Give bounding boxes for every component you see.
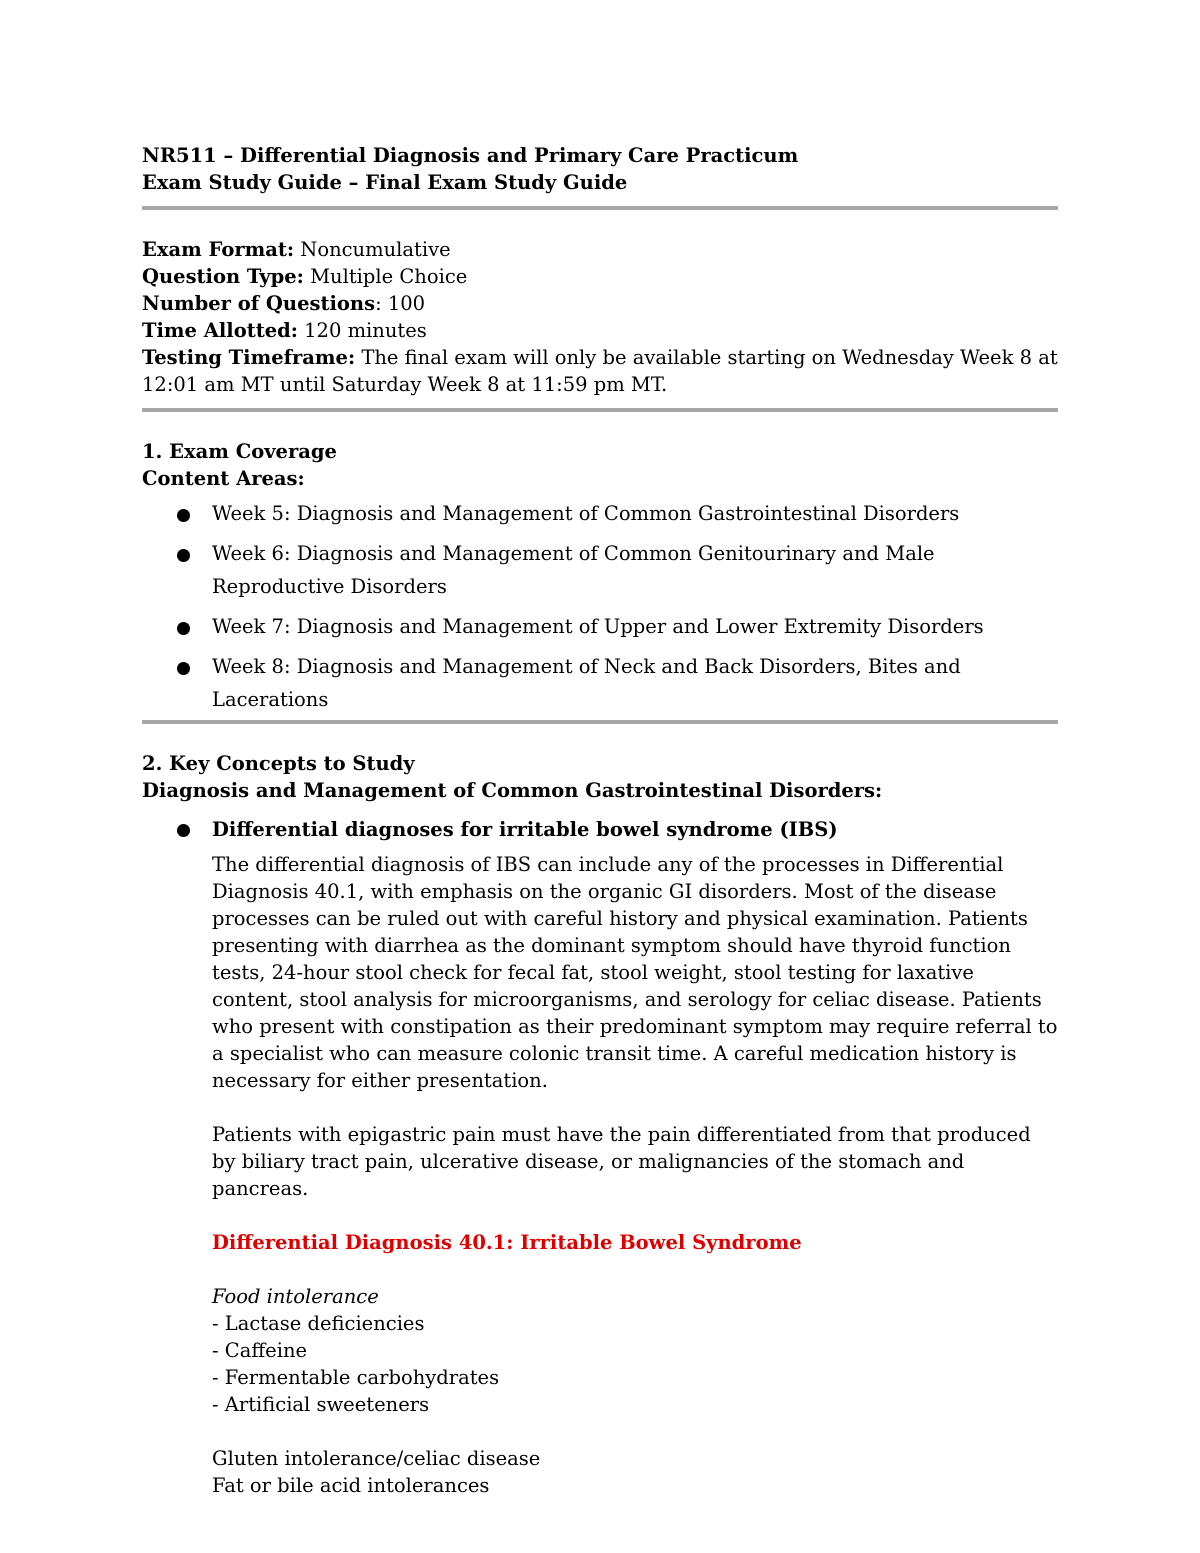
question-type-line [142, 263, 1058, 290]
ibs-paragraph-2: Patients with epigastric pain must have the pain differentiated from that produced by biliary tract pain, ulcerative disease, or malignancies of the stomach and pancreas. [212, 1123, 1031, 1200]
time-allotted-value: 120 minutes [297, 319, 427, 342]
testing-timeframe-label: Testing Timeframe: [142, 346, 356, 369]
course-title: NR511 – Differential Diagnosis and Primary Care Practicum [142, 144, 799, 167]
list-item: - Lactase deficiencies [212, 1312, 425, 1335]
testing-timeframe-line [142, 344, 1058, 398]
list-item: Week 7: Diagnosis and Management of Upper and Lower Extremity Disorders [142, 610, 1058, 643]
gi-disorders-subheading: Diagnosis and Management of Common Gastrointestinal Disorders: [142, 779, 883, 802]
list-item: - Fermentable carbohydrates [212, 1366, 500, 1389]
exam-format-line [142, 236, 1058, 263]
ibs-paragraph-1: The differential diagnosis of IBS can include any of the processes in Differential Diagnosis 40.1, with emphasis on the organic GI disorders. Most of the disease processes can be ruled out with careful history and physical examination. Patients presenting with diarrhea as the dominant symptom should have thyroid function tests, 24-hour stool check for fecal fat, stool weight, stool testing for laxative content, stool analysis for microorganisms, and serology for celiac disease. Patients who present with constipation as their predominant symptom may require referral to a specialist who can measure colonic transit time. A careful medication history is necessary for either presentation. [212, 853, 1058, 1092]
bullet-icon [177, 549, 190, 562]
exam-format-value: Noncumulative [294, 238, 451, 261]
bullet-icon [177, 509, 190, 522]
document-page [142, 142, 1058, 1499]
ibs-title: Differential diagnoses for irritable bowel syndrome (IBS) [212, 818, 838, 841]
bullet-icon [177, 662, 190, 675]
bullet-icon [177, 622, 190, 635]
list-item: - Caffeine [212, 1339, 308, 1362]
list-item: - Artificial sweeteners [212, 1393, 430, 1416]
guide-title: Exam Study Guide – Final Exam Study Guide [142, 171, 628, 194]
content-areas-subheading: Content Areas: [142, 467, 305, 490]
num-questions-line [142, 290, 1058, 317]
num-questions-value: : 100 [375, 292, 426, 315]
time-allotted-line [142, 317, 1058, 344]
food-intolerance-label: Food intolerance [212, 1285, 379, 1308]
dd-heading: Differential Diagnosis 40.1: Irritable Bowel Syndrome [212, 1231, 802, 1254]
question-type-label: Question Type: [142, 265, 304, 288]
gluten-intolerance-text: Gluten intolerance/celiac disease [212, 1447, 541, 1470]
exam-format-label: Exam Format: [142, 238, 295, 261]
num-questions-label: Number of Questions [142, 292, 376, 315]
bullet-icon [177, 824, 190, 837]
ibs-section [142, 816, 1058, 1499]
list-item: Week 6: Diagnosis and Management of Common Genitourinary and Male Reproductive Disorders [142, 537, 1058, 603]
coverage-heading: 1. Exam Coverage [142, 440, 337, 463]
time-allotted-label: Time Allotted: [142, 319, 298, 342]
testing-timeframe-value: The final exam will only be available starting on Wednesday Week 8 at 12:01 am MT until Saturday Week 8 at 11:59 pm MT. [142, 346, 1058, 396]
key-concepts-heading: 2. Key Concepts to Study [142, 752, 415, 775]
list-item: Week 8: Diagnosis and Management of Neck and Back Disorders, Bites and Lacerations [142, 650, 1058, 716]
question-type-value: Multiple Choice [303, 265, 468, 288]
fat-bile-text: Fat or bile acid intolerances [212, 1474, 490, 1497]
list-item: Week 5: Diagnosis and Management of Common Gastrointestinal Disorders [142, 497, 1058, 530]
content-areas-list [142, 497, 1058, 716]
